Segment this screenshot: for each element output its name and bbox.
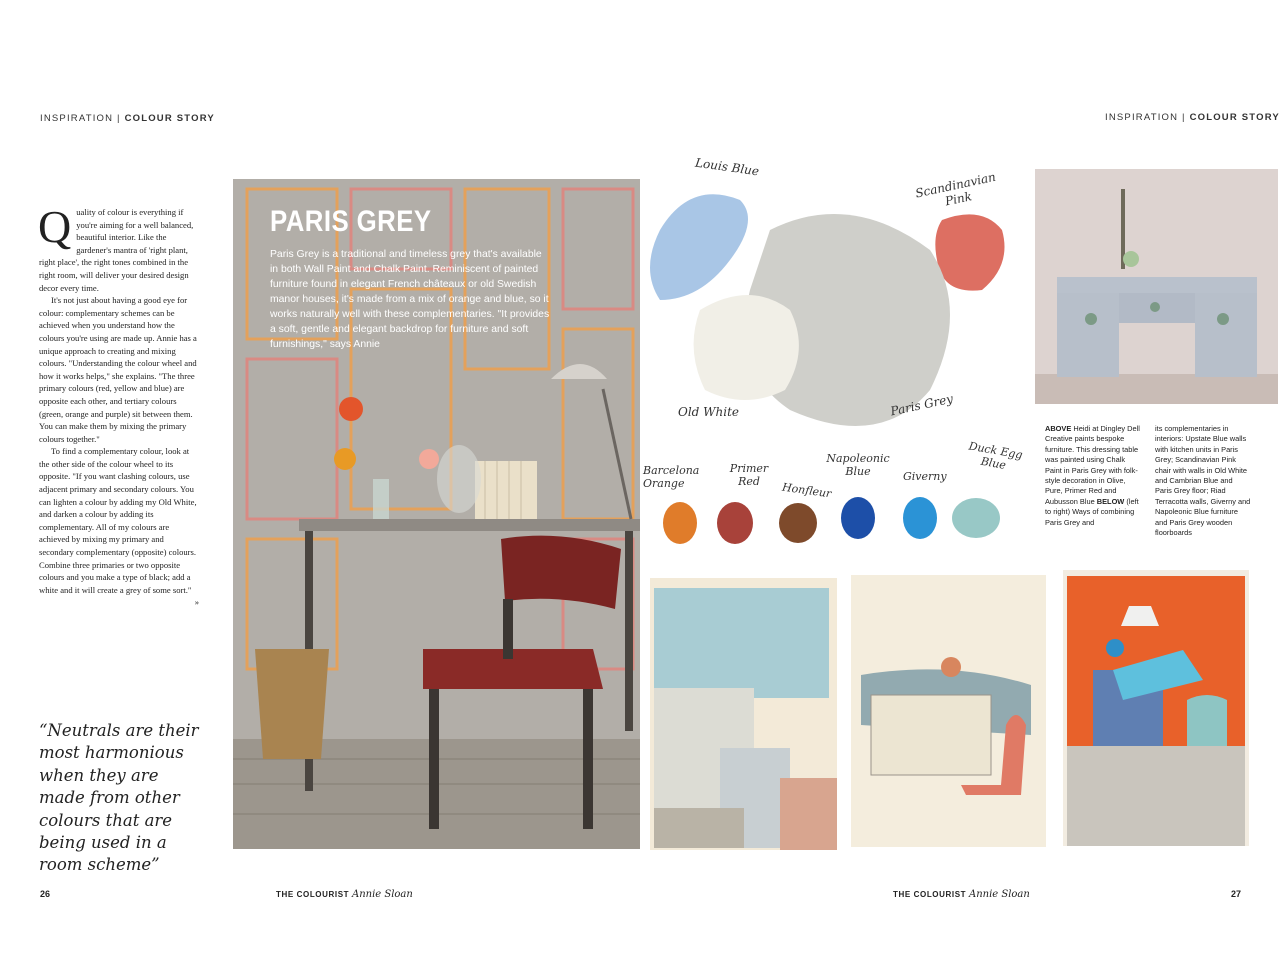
- label-duck-egg-blue: Duck Egg Blue: [967, 439, 1024, 472]
- label-barcelona-orange: Barcelona Orange: [643, 464, 700, 490]
- swatch-napoleonic-blue: [841, 497, 875, 539]
- footer-brand-left: THE COLOURIST Annie Sloan: [276, 889, 413, 900]
- paragraph-2: It's not just about having a good eye for colour: complementary schemes can be achieved when you understand how the colours you're using are made up. Annie has a unique approach to creating and mixing colours. "Understanding the colour wheel and how it works helps," she explains. "The three primary colours (red, yellow and blue) are opposite each other, and tertiary colours (green, orange and purple) sit between them. You can make them by mixing the primary colours together.": [39, 295, 197, 444]
- label-paris-grey: Paris Grey: [889, 391, 955, 419]
- brand-signature-right: Annie Sloan: [968, 889, 1030, 900]
- swatch-honfleur: [779, 503, 817, 543]
- dressing-table-photo: [1035, 169, 1278, 404]
- label-louis-blue: Louis Blue: [694, 155, 760, 179]
- caption-column-2: its complementaries in interiors: Upstate Blue walls with kitchen units in Paris Grey; Scandinavian Pink chair with walls in Old White and Cambrian Blue and Paris Grey floor; Riad Terracotta walls, Giverny and Napoleonic Blue furniture and Paris Grey wooden floorboards: [1155, 424, 1251, 538]
- page-number-left: 26: [40, 889, 51, 899]
- pink-chair-sketch-illustration: [851, 575, 1046, 847]
- swatch-giverny: [903, 497, 937, 539]
- caption-column-1: ABOVE Heidi at Dingley Dell Creative paints bespoke furniture. This dressing table was painted using Chalk Paint in Paris Grey with folk-style decoration in Olive, Pure, Primer Red and Aubusson Blue BELOW (left to right) Ways of combining Paris Grey and: [1045, 424, 1140, 527]
- running-head-right: INSPIRATION | COLOUR STORY: [1105, 112, 1280, 123]
- paragraph-3: To find a complementary colour, look at the other side of the colour wheel to its opposite. "If you want clashing colours, use adjacent primary and secondary colours. You can lighten a colour by adding my Old White, and darken a colour by adding its complementary. All of my colours are achieved by mixing my primary and secondary complementary (opposite) colours. Combine three primaries or two opposite colours and you make a type of black; add a white and it will create a grey of some sort." »: [39, 446, 199, 608]
- continue-arrow: »: [194, 597, 199, 608]
- label-primer-red: Primer Red: [729, 462, 769, 488]
- footer-brand-right: THE COLOURIST Annie Sloan: [893, 889, 1030, 900]
- subsection-label: COLOUR STORY: [124, 113, 215, 124]
- hero-text: Paris Grey is a traditional and timeless grey that's available in both Wall Paint and Chalk Paint. Reminiscent of painted furniture found in elegant French châteaux or old Swedish manor houses, it's made from a mix of orange and blue, so it works naturally well with these complementaries. "It provides a soft, gentle and elegant backdrop for furniture and soft furnishings," says Annie: [270, 249, 550, 350]
- label-napoleonic-blue: Napoleonic Blue: [826, 452, 890, 478]
- swatch-scandinavian-pink: [935, 214, 1004, 290]
- caption-label-below: BELOW: [1096, 496, 1125, 506]
- running-head-left: INSPIRATION | COLOUR STORY: [40, 113, 215, 124]
- body-text-column: [38, 201, 199, 609]
- section-label: INSPIRATION: [40, 113, 114, 124]
- sketch-pink-chair: [851, 575, 1046, 847]
- orange-room-sketch-illustration: [1063, 570, 1249, 846]
- hero-title: PARIS GREY: [270, 205, 432, 238]
- brand-signature: Annie Sloan: [351, 889, 413, 900]
- caption-label-above: ABOVE: [1045, 424, 1072, 433]
- page-number-right: 27: [1231, 889, 1242, 899]
- swatch-duck-egg-blue: [952, 498, 1000, 538]
- swatch-louis-blue: [650, 194, 748, 300]
- drop-cap: Q: [38, 201, 72, 252]
- swatch-primer-red: [717, 502, 753, 544]
- label-scandinavian-pink: Scandinavian Pink: [914, 169, 997, 209]
- paragraph-1: Quality of colour is everything if you're aiming for a well balanced, beautiful interior. Like the gardener's mantra of 'right plant, right place', the right tones combined in the right room, will deliver your desired design decor every time.: [38, 201, 194, 293]
- kitchen-sketch-illustration: [650, 578, 837, 850]
- swatch-barcelona-orange: [663, 502, 697, 544]
- label-honfleur: Honfleur: [781, 480, 833, 501]
- sketch-orange-room: [1063, 570, 1249, 846]
- paint-swatches: [640, 150, 1040, 570]
- dressing-table-illustration: [1035, 169, 1278, 404]
- label-old-white: Old White: [678, 405, 739, 419]
- hero-overlay: [270, 205, 550, 352]
- label-giverny: Giverny: [903, 470, 947, 483]
- swatch-old-white: [694, 295, 799, 400]
- pull-quote: “Neutrals are their most harmonious when they are made from other colours that are being used in a room scheme”: [39, 721, 199, 875]
- sketch-kitchen: [650, 578, 837, 850]
